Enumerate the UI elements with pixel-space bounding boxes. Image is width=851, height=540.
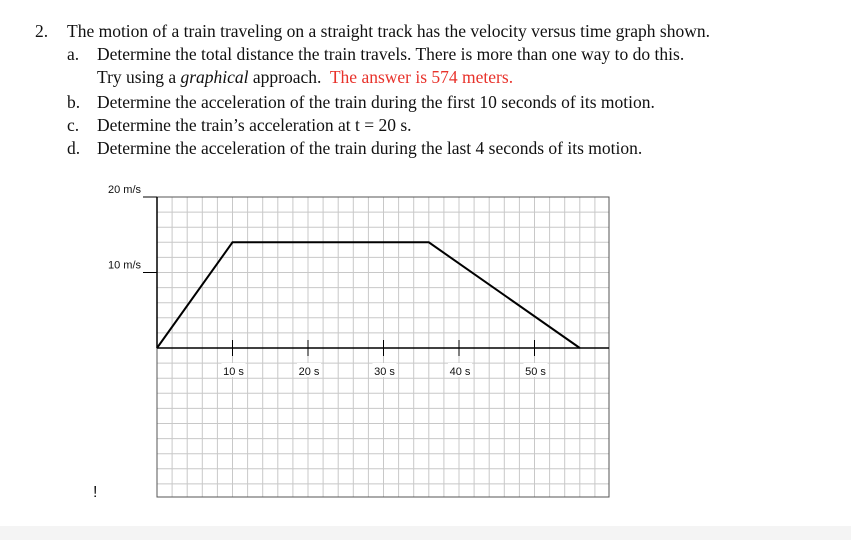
x-tick-label: 40 s [449,366,471,378]
item-d-label: d. [67,138,81,158]
item-a-line2-post: approach. [248,67,330,87]
bottom-band [0,526,851,540]
x-tick-label: 20 s [298,366,320,378]
item-a-label: a. [67,44,80,64]
velocity-point [579,348,580,349]
velocity-point [232,242,233,243]
velocity-point [428,242,429,243]
problem-intro: The motion of a train traveling on a straight track has the velocity versus time graph shown. [67,21,710,41]
x-tick-label: 50 s [525,366,546,378]
y-tick-label: 20 m/s [107,184,141,196]
problem-number: 2. [35,21,49,41]
velocity-point [157,348,158,349]
x-tick-label: 30 s [374,366,395,378]
item-b-label: b. [67,92,81,112]
stray-mark: ! [93,484,98,501]
item-c-text: Determine the train’s acceleration at t = 20 s. [97,115,412,135]
item-b-text: Determine the acceleration of the train during the first 10 seconds of its motion. [97,92,655,112]
item-d-text: Determine the acceleration of the train during the last 4 seconds of its motion. [97,138,643,158]
answer-text: The answer is 574 meters. [329,67,514,87]
item-a-text: Determine the total distance the train travels. There is more than one way to do this. [97,44,685,64]
item-a-line2-italic: graphical [180,67,249,87]
y-tick-label: 10 m/s [107,259,141,272]
x-tick-label: 10 s [223,366,244,378]
chart-ticks [108,184,548,378]
item-a-line2-pre: Try using a [97,67,181,87]
item-c-label: c. [67,115,80,135]
